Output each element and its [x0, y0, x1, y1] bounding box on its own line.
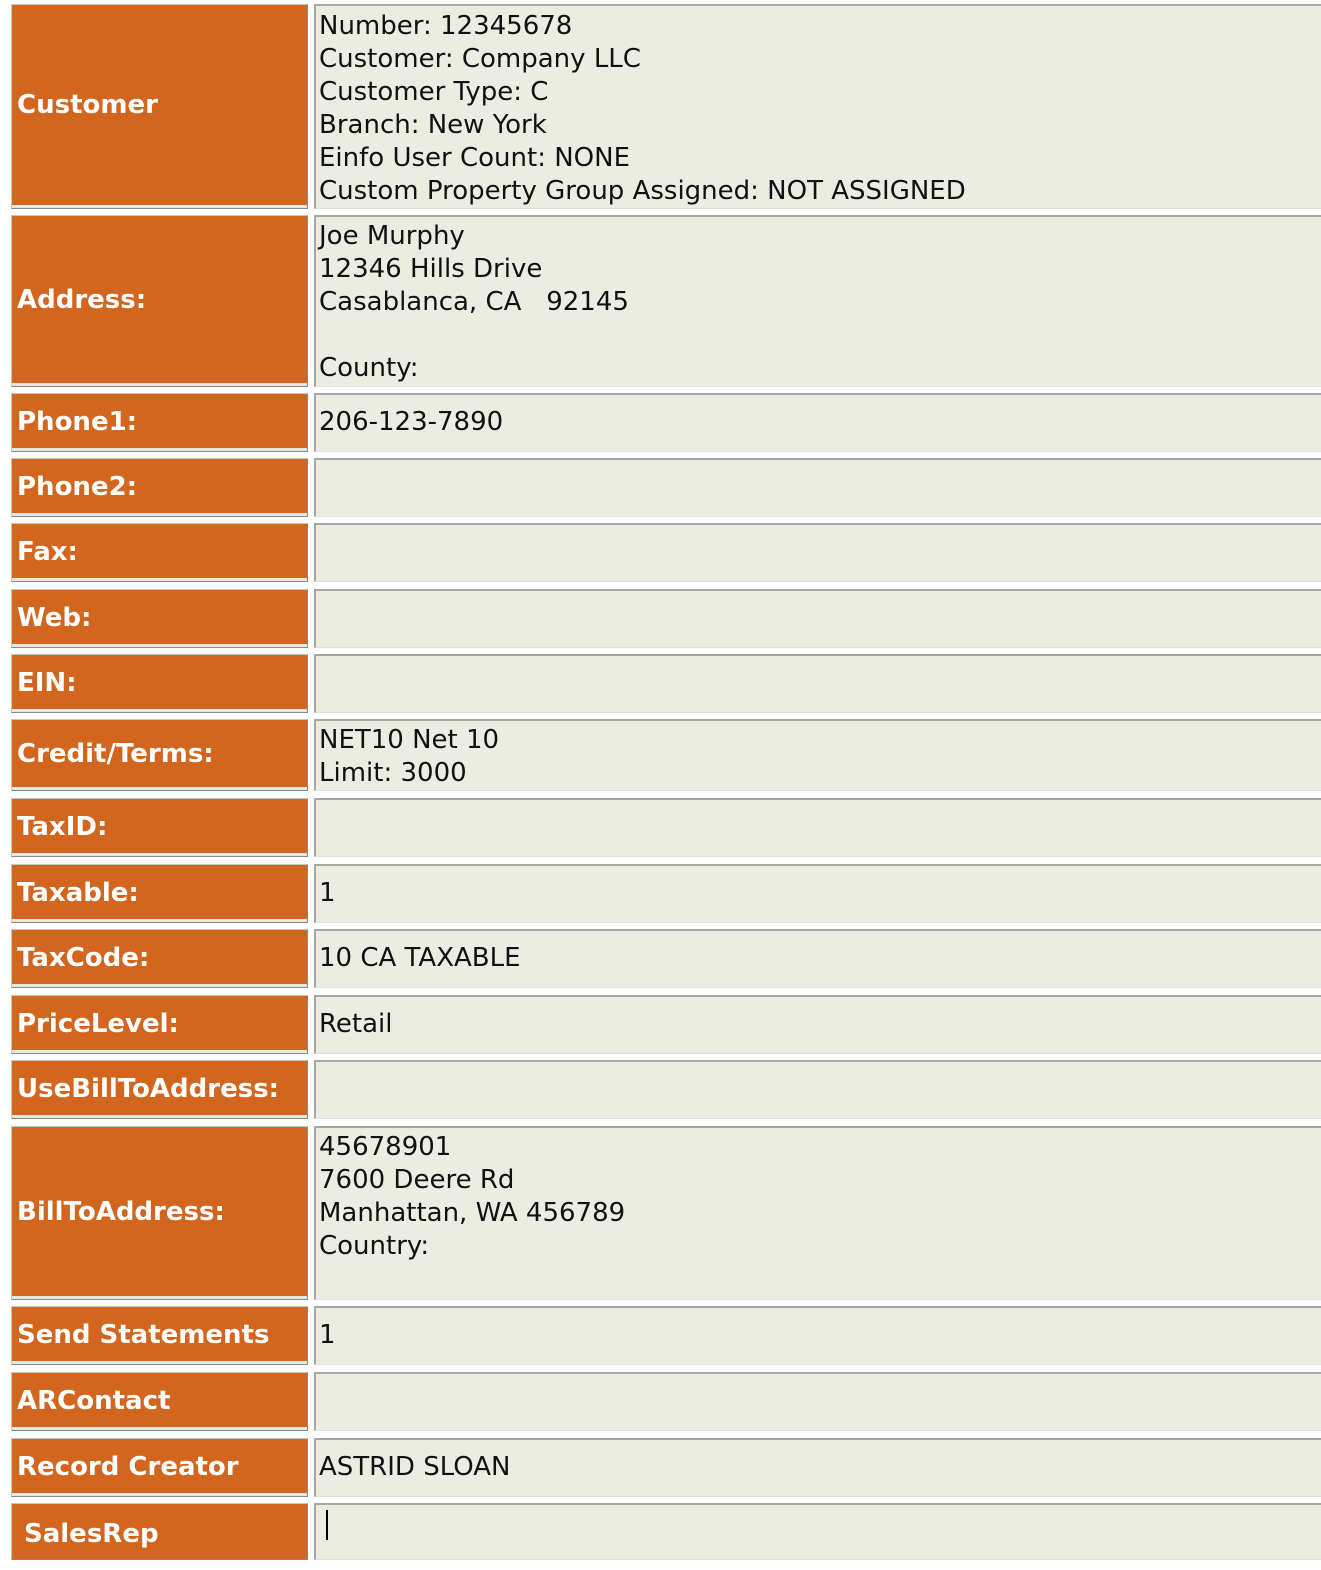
sales-rep-label	[11, 1503, 308, 1560]
row-credit-terms	[11, 719, 1321, 791]
sales-rep-label-text: SalesRep	[24, 1518, 159, 1549]
bill-to-address-label: BillToAddress:	[11, 1126, 308, 1300]
ar-contact-value	[314, 1372, 1321, 1431]
credit-terms: NET10 Net 10	[319, 725, 500, 755]
customer-label: Customer	[11, 4, 308, 209]
row-ar-contact	[11, 1372, 1321, 1431]
bill-to-street: 7600 Deere Rd	[319, 1165, 515, 1195]
row-fax	[11, 523, 1321, 582]
row-address	[11, 215, 1321, 387]
einfo-user-count: Einfo User Count: NONE	[319, 143, 631, 173]
phone2-value	[314, 458, 1321, 517]
row-sales-rep	[11, 1503, 1321, 1560]
address-label: Address:	[11, 215, 308, 387]
ar-contact-label: ARContact	[11, 1372, 308, 1431]
row-send-statements	[11, 1306, 1321, 1365]
phone1-value: 206-123-7890	[314, 393, 1321, 452]
phone2-label: Phone2:	[11, 458, 308, 517]
tax-id-label: TaxID:	[11, 798, 308, 857]
send-statements-label: Send Statements	[11, 1306, 308, 1365]
row-taxable	[11, 864, 1321, 923]
row-tax-id	[11, 798, 1321, 857]
row-tax-code	[11, 929, 1321, 988]
address-city-state-zip: Casablanca, CA 92145	[319, 287, 629, 317]
bill-to-country: Country:	[319, 1231, 430, 1261]
address-value	[314, 215, 1321, 387]
credit-terms-label: Credit/Terms:	[11, 719, 308, 791]
bill-to-account-number: 45678901	[319, 1132, 452, 1162]
use-bill-to-address-label: UseBillToAddress:	[11, 1060, 308, 1119]
address-county: County:	[319, 353, 419, 383]
customer-branch: Branch: New York	[319, 110, 547, 140]
customer-type: Customer Type: C	[319, 77, 549, 107]
tax-code-label: TaxCode:	[11, 929, 308, 988]
address-blank-line	[319, 319, 1321, 352]
web-value	[314, 589, 1321, 648]
tax-code-value: 10 CA TAXABLE	[314, 929, 1321, 988]
taxable-label: Taxable:	[11, 864, 308, 923]
use-bill-to-address-value	[314, 1060, 1321, 1119]
row-record-creator	[11, 1438, 1321, 1497]
price-level-value: Retail	[314, 995, 1321, 1054]
bill-to-city-state-zip: Manhattan, WA 456789	[319, 1198, 626, 1228]
row-phone2	[11, 458, 1321, 517]
row-web	[11, 589, 1321, 648]
row-use-bill-to-address	[11, 1060, 1321, 1119]
address-contact-name: Joe Murphy	[319, 221, 465, 251]
fax-value	[314, 523, 1321, 582]
customer-name: Customer: Company LLC	[319, 44, 641, 74]
record-creator-value: ASTRID SLOAN	[314, 1438, 1321, 1497]
credit-terms-value	[314, 719, 1321, 791]
ein-label: EIN:	[11, 654, 308, 713]
tax-id-value	[314, 798, 1321, 857]
row-ein	[11, 654, 1321, 713]
fax-label: Fax:	[11, 523, 308, 582]
credit-limit: Limit: 3000	[319, 758, 467, 788]
address-street: 12346 Hills Drive	[319, 254, 543, 284]
sales-rep-field[interactable]	[314, 1503, 1321, 1560]
bill-to-address-value	[314, 1126, 1321, 1300]
send-statements-value: 1	[314, 1306, 1321, 1365]
ein-value	[314, 654, 1321, 713]
row-price-level	[11, 995, 1321, 1054]
record-creator-label: Record Creator	[11, 1438, 308, 1497]
web-label: Web:	[11, 589, 308, 648]
row-customer	[11, 4, 1321, 209]
custom-property-group: Custom Property Group Assigned: NOT ASSIGNED	[319, 176, 966, 206]
taxable-value: 1	[314, 864, 1321, 923]
customer-number: Number: 12345678	[319, 11, 573, 41]
row-phone1	[11, 393, 1321, 452]
price-level-label: PriceLevel:	[11, 995, 308, 1054]
row-bill-to-address	[11, 1126, 1321, 1300]
text-cursor	[326, 1510, 328, 1540]
customer-info	[314, 4, 1321, 209]
phone1-label: Phone1:	[11, 393, 308, 452]
